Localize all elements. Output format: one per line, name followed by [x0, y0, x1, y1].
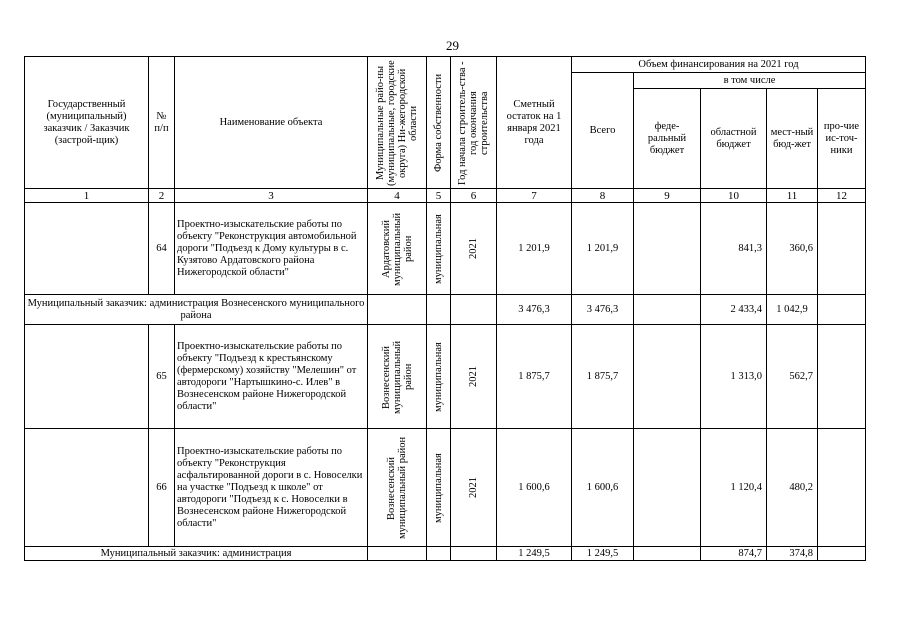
total: 1 600,6 [572, 429, 634, 547]
total: 1 249,5 [572, 547, 634, 561]
row-number: 65 [149, 325, 175, 429]
balance: 1 201,9 [497, 203, 572, 295]
ownership: муниципальная [427, 203, 451, 295]
col-number: 8 [572, 189, 634, 203]
customer-subtotal-row [25, 295, 866, 325]
row-number: 66 [149, 429, 175, 547]
total: 1 875,7 [572, 325, 634, 429]
header-district: Муниципальные райо-ны (муниципальные, городские округа) Ни-жегородской области [368, 57, 427, 189]
local: 562,7 [767, 325, 818, 429]
col-number: 5 [427, 189, 451, 203]
column-number-row [25, 189, 866, 203]
regional: 841,3 [701, 203, 767, 295]
district: Ардатовский муниципальный район [368, 203, 427, 295]
col-number: 4 [368, 189, 427, 203]
local: 480,2 [767, 429, 818, 547]
row-number: 64 [149, 203, 175, 295]
header-other: про-чие ис-точ-ники [818, 89, 866, 189]
years: 2021 [451, 203, 497, 295]
col-number: 12 [818, 189, 866, 203]
col-number: 7 [497, 189, 572, 203]
header-number: № п/п [149, 57, 175, 189]
other [818, 203, 866, 295]
col-number: 10 [701, 189, 767, 203]
ownership: муниципальная [427, 325, 451, 429]
header-financing-group: Объем финансирования на 2021 год [572, 57, 866, 73]
header-local: мест-ный бюд-жет [767, 89, 818, 189]
balance: 3 476,3 [497, 295, 572, 325]
local: 374,8 [767, 547, 818, 561]
header-total: Всего [572, 73, 634, 189]
ownership: муниципальная [427, 429, 451, 547]
balance: 1 249,5 [497, 547, 572, 561]
header-regional: областной бюджет [701, 89, 767, 189]
local: 360,6 [767, 203, 818, 295]
table-row [25, 429, 866, 547]
local: 1 042,9 [767, 295, 818, 325]
customer-cell [25, 429, 149, 547]
object-name: Проектно-изыскательские работы по объекту "Реконструкция асфальтированной дороги в с. Новоселки на участке "Подъезд к школе" от автодороги "Подъезд к с. Новоселки в Вознесенском районе Нижегородской области" [175, 429, 368, 547]
customer-cell [25, 325, 149, 429]
header-ownership: Форма собственности [427, 57, 451, 189]
federal [634, 203, 701, 295]
table-row [25, 203, 866, 295]
regional: 874,7 [701, 547, 767, 561]
header-customer: Государственный (муниципальный) заказчик / Заказчик (застрой-щик) [25, 57, 149, 189]
customer-label: Муниципальный заказчик: администрация [25, 547, 368, 561]
col-number: 1 [25, 189, 149, 203]
customer-subtotal-row [25, 547, 866, 561]
district: Вознесенский муниципальный район [368, 429, 427, 547]
regional: 1 313,0 [701, 325, 767, 429]
total: 1 201,9 [572, 203, 634, 295]
total: 3 476,3 [572, 295, 634, 325]
district: Вознесенский муниципальный район [368, 325, 427, 429]
federal [634, 325, 701, 429]
years: 2021 [451, 429, 497, 547]
table-row [25, 325, 866, 429]
header-federal: феде-ральный бюджет [634, 89, 701, 189]
col-number: 9 [634, 189, 701, 203]
customer-label: Муниципальный заказчик: администрация Вознесенского муниципального района [25, 295, 368, 325]
header-years: Год начала строитель-ства - год окончания строительства [451, 57, 497, 189]
balance: 1 600,6 [497, 429, 572, 547]
other [818, 429, 866, 547]
object-name: Проектно-изыскательские работы по объекту "Реконструкция автомобильной дороги "Подъезд к Дому культуры в с. Кузятово Ардатовского района Нижегородской области" [175, 203, 368, 295]
col-number: 3 [175, 189, 368, 203]
federal [634, 429, 701, 547]
other [818, 325, 866, 429]
col-number: 2 [149, 189, 175, 203]
years: 2021 [451, 325, 497, 429]
regional: 1 120,4 [701, 429, 767, 547]
balance: 1 875,7 [497, 325, 572, 429]
col-number: 6 [451, 189, 497, 203]
col-number: 11 [767, 189, 818, 203]
header-including-group: в том числе [634, 73, 866, 89]
customer-cell [25, 203, 149, 295]
page-number: 29 [446, 38, 459, 53]
regional: 2 433,4 [701, 295, 767, 325]
header-balance: Сметный остаток на 1 января 2021 года [497, 57, 572, 189]
object-name: Проектно-изыскательские работы по объекту "Подъезд к крестьянскому (фермерскому) хозяйству "Мелешин" от автодороги "Нартышкино-с. Илев" в Вознесенском районе Нижегородской области" [175, 325, 368, 429]
header-object-name: Наименование объекта [175, 57, 368, 189]
financing-table [24, 56, 866, 561]
